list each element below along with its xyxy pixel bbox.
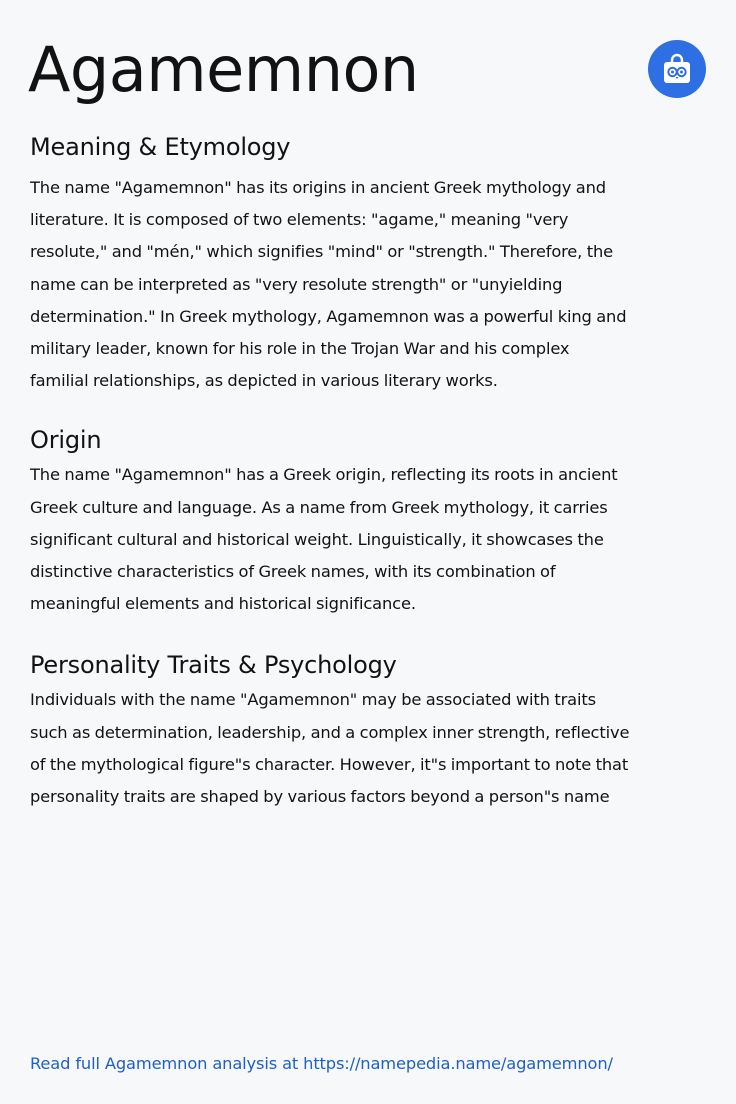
article-content: [30, 128, 630, 813]
section-body-meaning: The name "Agamemnon" has its origins in ancient Greek mythology and literature. It is composed of two elements: "agame," meaning "very resolute," and "mén," which signifies "mind" or "strength." Therefore, the name can be interpreted as "very resolute strength" or "unyielding determination." In Greek mythology, Agamemnon was a powerful king and military leader, known for his role in the Trojan War and his complex familial relationships, as depicted in various literary works.: [30, 178, 627, 391]
section-heading-meaning: Meaning & Etymology: [30, 133, 291, 161]
full-analysis-link[interactable]: Read full Agamemnon analysis at https://namepedia.name/agamemnon/: [30, 1054, 613, 1073]
section-heading-origin: Origin: [30, 426, 102, 455]
section-body-personality: Individuals with the name "Agamemnon" may be associated with traits such as determination, leadership, and a complex inner strength, reflective of the mythological figure"s character. However, it"s important to note that personality traits are shaped by various factors beyond a person"s name: [30, 690, 630, 807]
shopping-bag-icon: [662, 53, 692, 85]
section-body-origin: The name "Agamemnon" has a Greek origin, reflecting its roots in ancient Greek culture and language. As a name from Greek mythology, it carries significant cultural and historical weight. Linguistically, it showcases the distinctive characteristics of Greek names, with its combination of meaningful elements and historical significance.: [30, 465, 618, 614]
section-heading-personality: Personality Traits & Psychology: [30, 651, 397, 680]
namepedia-logo-icon[interactable]: [648, 40, 706, 98]
page-title: Agamemnon: [28, 33, 419, 106]
